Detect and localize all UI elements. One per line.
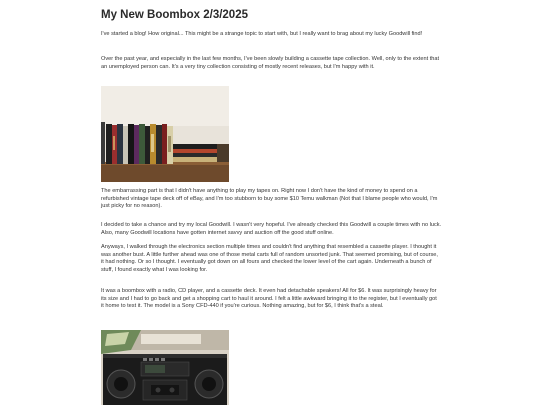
post-paragraph-search: Anyways, I walked through the electronics section multiple times and couldn't find anything that resembled a cassette player. I thought it was another bust. A little further ahead was one of those metal carts full of random unsorted junk. That seemed promising, but of course, it had nothing. Or so I thought. I eventually got down on all fours and checked the lower level of the cart again. Underneath a bunch of stuff, I found exactly what I was looking for. bbox=[101, 244, 438, 273]
post-paragraph-boombox: It was a boombox with a radio, CD player, and a cassette deck. It even had detachable speakers! All for $6. It was surprisingly heavy for its size and I had to go back and get a shopping cart to haul it around. I felt a little awkward bringing it to the register, but I eventually got it home to test it. The model is a Sony CFD-440 if you're curious. Nothing amazing, but for $6, I think that's a steal. bbox=[101, 288, 437, 310]
post-paragraph-collection: Over the past year, and especially in the last few months, I've been slowly building a cassette tape collection. Well, only to the extent that an unemployed person can. It's a very tiny collection consisting of mostly recent releases, but I'm happy with it. bbox=[101, 56, 440, 70]
post-paragraph-problem: The embarrassing part is that I didn't have anything to play my tapes on. Right now I don't have the kind of money to spend on a refurbished vintage tape deck off of eBay, and I'm too stubborn to buy some $10 Temu walkman (Not that I blame people who would, I'm just picky for no reason). bbox=[101, 188, 438, 210]
post-title: My New Boombox 2/3/2025 bbox=[101, 9, 248, 21]
boombox-photo bbox=[101, 330, 229, 405]
cassette-collection-photo bbox=[101, 86, 229, 182]
blog-post bbox=[101, 0, 445, 310]
post-paragraph-intro: I've started a blog! How original... This might be a strange topic to start with, but I really want to brag about my lucky Goodwill find! bbox=[101, 31, 423, 37]
post-paragraph-goodwill: I decided to take a chance and try my local Goodwill. I wasn't very hopeful. I've already checked this Goodwill a couple times with no luck. Also, many Goodwill locations have gotten internet savvy and auction off the good stuff online. bbox=[101, 222, 442, 236]
